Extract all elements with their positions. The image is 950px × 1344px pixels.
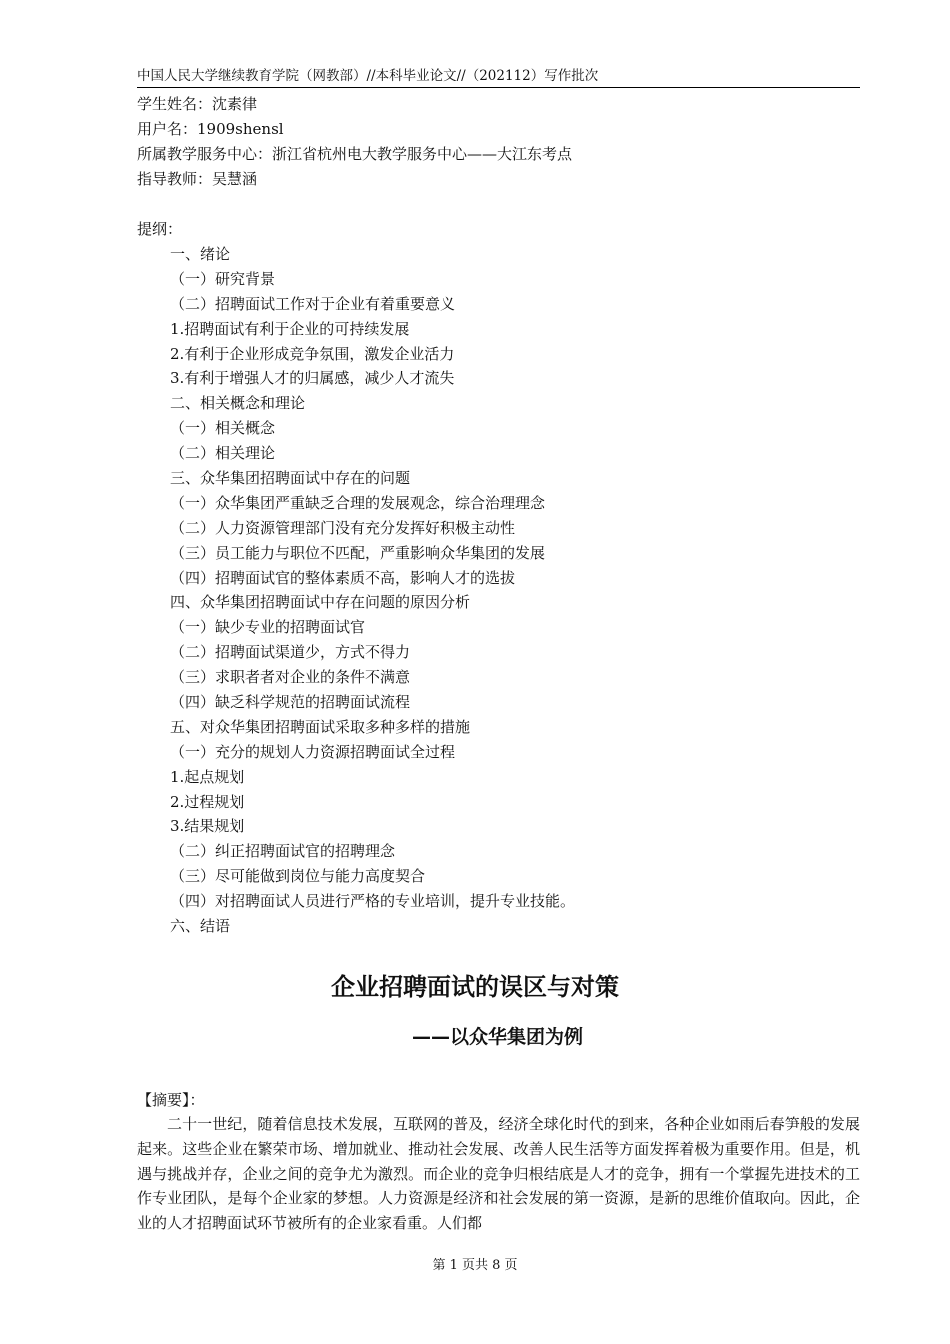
outline-item: 3.有利于增强人才的归属感，减少人才流失: [170, 369, 455, 388]
outline-item: （二）相关理论: [170, 444, 276, 463]
abstract-label: 【摘要】：: [137, 1091, 205, 1109]
outline-item: 1.招聘面试有利于企业的可持续发展: [170, 319, 410, 338]
outline-item: （三）员工能力与职位不匹配，严重影响众华集团的发展: [170, 543, 546, 562]
outline-item: 四、众华集团招聘面试中存在问题的原因分析: [170, 593, 471, 612]
outline-list: [170, 242, 575, 939]
outline-item: （一）研究背景: [170, 269, 276, 288]
outline-item: （二）招聘面试渠道少，方式不得力: [170, 643, 411, 662]
page-header: 中国人民大学继续教育学院（网教部）//本科毕业论文//（202112）写作批次: [137, 66, 860, 88]
teaching-center: 所属教学服务中心：浙江省杭州电大教学服务中心——大江东考点: [137, 145, 573, 163]
outline-item: （一）众华集团严重缺乏合理的发展观念，综合治理理念: [170, 493, 546, 512]
outline-item: （四）对招聘面试人员进行严格的专业培训，提升专业技能。: [170, 892, 576, 911]
outline-item: 3.结果规划: [170, 817, 245, 836]
outline-item: 2.过程规划: [170, 792, 245, 811]
outline-item: 一、绪论: [170, 245, 231, 263]
outline-item: （一）缺少专业的招聘面试官: [170, 618, 366, 637]
outline-item: （三）求职者者对企业的条件不满意: [170, 668, 411, 687]
paper-subtitle: ——以众华集团为例: [411, 1026, 583, 1048]
student-info-block: [137, 92, 572, 192]
username: 用户名：1909shensl: [137, 120, 284, 138]
outline-item: （三）尽可能做到岗位与能力高度契合: [170, 867, 426, 886]
abstract-body: 二十一世纪，随着信息技术发展，互联网的普及，经济全球化时代的到来，各种企业如雨后春笋般的发展起来。这些企业在繁荣市场、增加就业、推动社会发展、改善人民生活等方面发挥着极为重要作用。但是，机遇与挑战并存，企业之间的竞争尤为激烈。而企业的竞争归根结底是人才的竞争，拥有一个掌握先进技术的工作专业团队，是每个企业家的梦想。人力资源是经济和社会发展的第一资源，是新的思维价值取向。因此，企业的人才招聘面试环节被所有的企业家看重。人们都: [137, 1115, 860, 1233]
outline-item: 1.起点规划: [170, 767, 245, 786]
advisor: 指导教师：吴慧涵: [137, 170, 258, 188]
student-name: 学生姓名：沈素律: [137, 95, 258, 113]
outline-item: （二）招聘面试工作对于企业有着重要意义: [170, 294, 456, 313]
outline-item: 三、众华集团招聘面试中存在的问题: [170, 469, 411, 488]
outline-item: （二）纠正招聘面试官的招聘理念: [170, 842, 396, 861]
outline-item: 2.有利于企业形成竞争氛围，激发企业活力: [170, 344, 455, 363]
outline-item: 五、对众华集团招聘面试采取多种多样的措施: [170, 717, 471, 736]
outline-item: （四）招聘面试官的整体素质不高，影响人才的选拔: [170, 568, 516, 587]
outline-item: 二、相关概念和理论: [170, 394, 306, 413]
outline-label: 提纲：: [137, 220, 183, 238]
outline-item: （二）人力资源管理部门没有充分发挥好积极主动性: [170, 518, 516, 537]
page-footer: 第 1 页共 8 页: [432, 1258, 518, 1273]
outline-item: （一）相关概念: [170, 419, 276, 438]
outline-item: （四）缺乏科学规范的招聘面试流程: [170, 693, 411, 712]
outline-item: （一）充分的规划人力资源招聘面试全过程: [170, 742, 456, 761]
outline-item: 六、结语: [170, 917, 231, 936]
paper-title: 企业招聘面试的误区与对策: [331, 973, 619, 1001]
